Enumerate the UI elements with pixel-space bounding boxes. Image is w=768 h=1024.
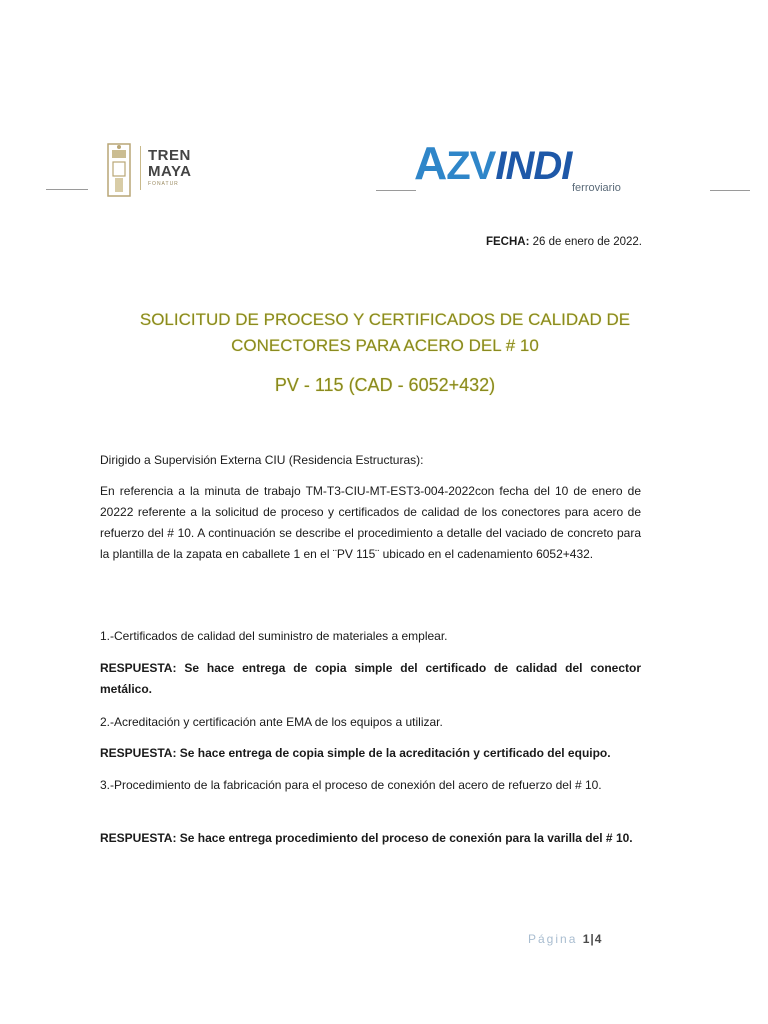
azvindi-a: A <box>414 137 447 189</box>
page-separator: | <box>590 932 595 946</box>
date-line <box>486 236 642 248</box>
tren-maya-line2: MAYA <box>148 163 192 180</box>
page-total: 4 <box>594 932 603 946</box>
answer-3: RESPUESTA: Se hace entrega procedimiento del proceso de conexión para la varilla del # 10. <box>100 831 633 845</box>
header-rule-left <box>46 189 88 190</box>
tren-maya-wordmark <box>148 148 191 188</box>
question-2: 2.-Acreditación y certificación ante EMA de los equipos a utilizar. <box>100 715 443 729</box>
page-current: 1 <box>582 932 591 946</box>
azvindi-logo <box>414 138 654 202</box>
header-rule-right <box>710 190 750 191</box>
azvindi-wordmark <box>414 138 571 191</box>
tren-maya-logo <box>104 140 204 204</box>
header-rule-mid <box>376 190 416 191</box>
tren-maya-line3: FONATUR <box>148 181 179 187</box>
azvindi-subtitle: ferroviario <box>572 182 621 194</box>
answer-2: RESPUESTA: Se hace entrega de copia simple de la acreditación y certificado del equipo. <box>100 746 611 760</box>
title-line1: SOLICITUD DE PROCESO Y CERTIFICADOS DE CALIDAD DE <box>139 310 631 329</box>
tren-maya-separator <box>140 146 141 190</box>
azvindi-indi: INDI <box>495 144 572 188</box>
tren-maya-emblem-icon <box>104 140 134 200</box>
title-line2: CONECTORES PARA ACERO DEL # 10 <box>231 336 539 355</box>
question-1: 1.-Certificados de calidad del suministro de materiales a emplear. <box>100 629 448 643</box>
page-number <box>528 932 602 946</box>
azvindi-zv: ZV <box>446 144 496 188</box>
tren-maya-line1: TREN <box>148 147 191 164</box>
intro-paragraph: En referencia a la minuta de trabajo TM-T3-CIU-MT-EST3-004-2022con fecha del 10 de enero de 20222 referente a la solicitud de proceso y certificados de calidad de los conectores para acero de refuerzo del # 10. A continuación se describe el procedimiento a detalle del vaciado de concreto para la plantilla de la zapata en caballete 1 en el ¨PV 115¨ ubicado en el cadenamiento 6052+432. <box>100 484 641 561</box>
title-line3: PV - 115 (CAD - 6052+432) <box>274 375 496 395</box>
date-label: FECHA: <box>485 236 530 248</box>
page-word: Página <box>528 932 578 946</box>
document-title <box>80 307 690 359</box>
addressee: Dirigido a Supervisión Externa CIU (Residencia Estructuras): <box>100 453 424 467</box>
answer-1: RESPUESTA: Se hace entrega de copia simple del certificado de calidad del conector metálico. <box>100 661 641 696</box>
date-value: 26 de enero de 2022. <box>532 236 642 248</box>
question-3: 3.-Procedimiento de la fabricación para el proceso de conexión del acero de refuerzo del # 10. <box>100 778 602 792</box>
